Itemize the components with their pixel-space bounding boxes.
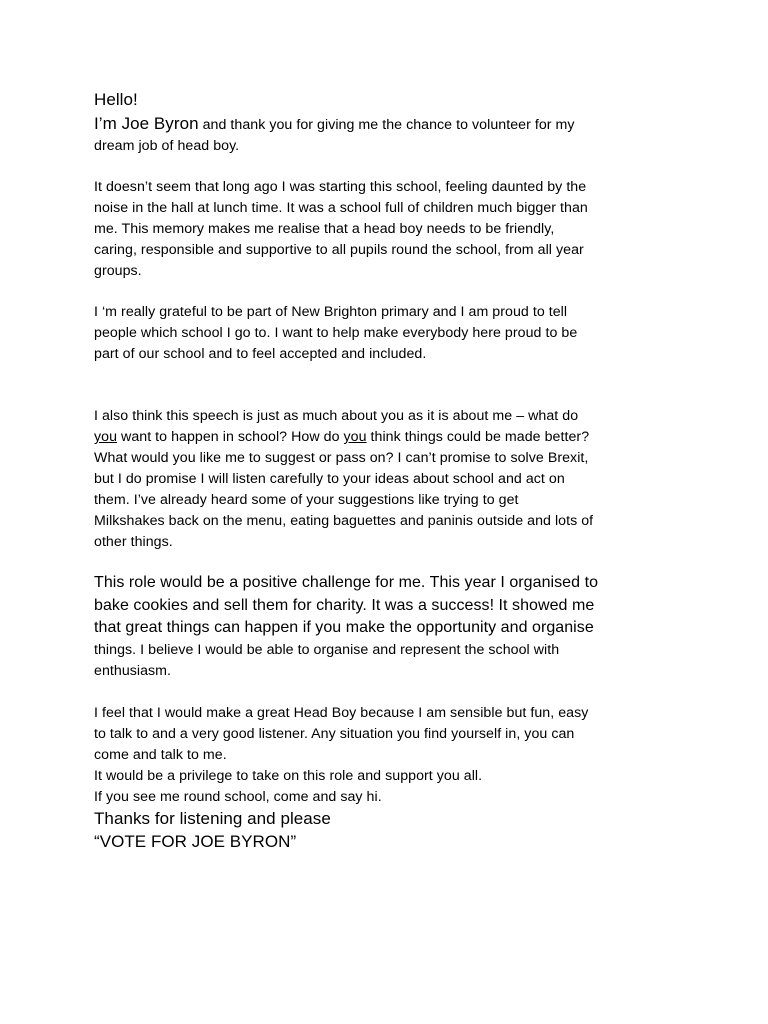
p4-line: enthusiasm. [94, 663, 172, 679]
p3-line [94, 427, 589, 448]
intro-line-2: dream job of head boy. [94, 138, 240, 154]
intro-name: I’m Joe Byron [94, 114, 199, 133]
p4-line: This role would be a positive challenge for me. This year I organised to [94, 574, 599, 591]
intro-rest: and thank you for giving me the chance to volunteer for my [198, 117, 575, 133]
p3-line: them. I’ve already heard some of your suggestions like trying to get [94, 492, 519, 508]
intro-line-1 [94, 113, 575, 136]
p2-line: I ‘m really grateful to be part of New Brighton primary and I am proud to tell [94, 304, 568, 320]
p3-line: Milkshakes back on the menu, eating baguettes and paninis outside and lots of [94, 513, 594, 529]
p1-line: noise in the hall at lunch time. It was a school full of children much bigger than [94, 200, 588, 216]
emphasis-you: you [94, 429, 118, 445]
closing-line: Thanks for listening and please [94, 809, 331, 828]
p1-line: groups. [94, 263, 142, 279]
p3-line: What would you like me to suggest or pass on? I can’t promise to solve Brexit, [94, 450, 589, 466]
p5-line: to talk to and a very good listener. Any situation you find yourself in, you can [94, 726, 575, 742]
p3-text: want to happen in school? How do [117, 429, 344, 445]
p5-line: If you see me round school, come and say hi. [94, 789, 382, 805]
p3-line: other things. [94, 534, 173, 550]
vote-slogan: “VOTE FOR JOE BYRON” [94, 832, 297, 851]
p4-line: that great things can happen if you make the opportunity and organise [94, 619, 594, 636]
p4-line: things. I believe I would be able to organise and represent the school with [94, 642, 560, 658]
greeting: Hello! [94, 90, 138, 109]
p3-line: I also think this speech is just as much about you as it is about me – what do [94, 408, 579, 424]
p5-line: It would be a privilege to take on this role and support you all. [94, 768, 483, 784]
p3-text: think things could be made better? [366, 429, 590, 445]
p2-line: part of our school and to feel accepted and included. [94, 346, 427, 362]
p4-line: bake cookies and sell them for charity. It was a success! It showed me [94, 597, 595, 614]
p1-line: It doesn’t seem that long ago I was starting this school, feeling daunted by the [94, 179, 587, 195]
p2-line: people which school I go to. I want to help make everybody here proud to be [94, 325, 578, 341]
emphasis-you: you [343, 429, 367, 445]
p1-line: me. This memory makes me realise that a head boy needs to be friendly, [94, 221, 555, 237]
p1-line: caring, responsible and supportive to all pupils round the school, from all year [94, 242, 584, 258]
p3-line: but I do promise I will listen carefully to your ideas about school and act on [94, 471, 565, 487]
p5-line: come and talk to me. [94, 747, 227, 763]
p5-line: I feel that I would make a great Head Boy because I am sensible but fun, easy [94, 705, 589, 721]
